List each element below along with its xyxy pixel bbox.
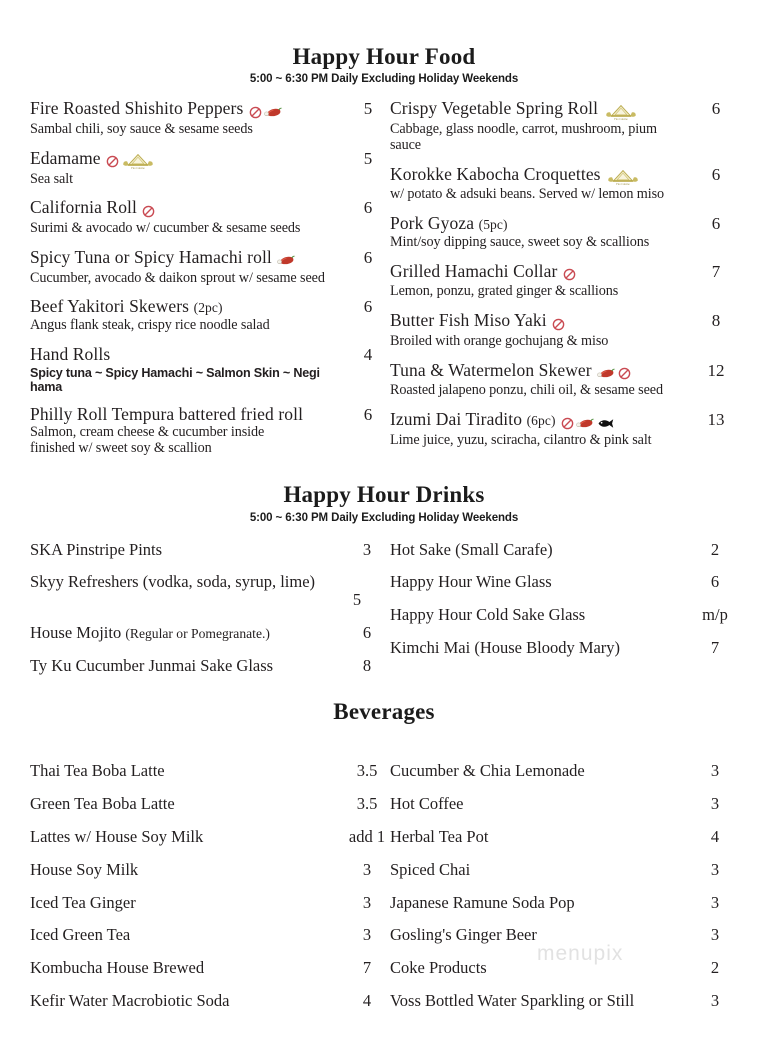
row-price: 4 <box>362 990 372 1010</box>
row-label: Skyy Refreshers (vodka, soda, syrup, lime) <box>30 572 316 592</box>
row-price: 6 <box>710 572 720 592</box>
crest-icon <box>606 169 640 186</box>
item-price: 6 <box>363 297 373 317</box>
item-name: Tuna & Watermelon Skewer <box>390 359 592 380</box>
item-quantity: (5pc) <box>478 217 508 233</box>
food-columns <box>30 99 738 468</box>
item-price: 12 <box>707 360 725 380</box>
priced-row <box>30 656 390 676</box>
item-description: Lime juice, yuzu, sciracha, cilantro & pink salt <box>390 431 652 448</box>
row-label: House Soy Milk <box>30 859 139 879</box>
row-price: 3.5 <box>356 794 378 814</box>
fish-icon <box>597 417 614 430</box>
row-price: 2 <box>710 539 720 559</box>
beverages-columns <box>30 761 738 1023</box>
item-icons <box>141 200 156 220</box>
menu-item <box>30 297 390 334</box>
menu-item <box>390 165 738 204</box>
row-label: House Mojito (Regular or Pomegranate.) <box>30 623 270 643</box>
priced-row <box>30 623 390 643</box>
row-price: 3 <box>362 925 372 945</box>
item-description: Lemon, ponzu, grated ginger & scallions <box>390 283 619 300</box>
priced-row <box>390 761 738 781</box>
item-icons <box>603 101 639 121</box>
priced-row <box>30 958 390 978</box>
item-title <box>390 262 690 284</box>
item-description: Cabbage, glass noodle, carrot, mushroom, pium sauce <box>390 121 657 153</box>
beverages-column-left <box>30 761 390 1023</box>
row-label: Japanese Ramune Soda Pop <box>390 892 575 912</box>
section-title: Beverages <box>333 698 435 724</box>
item-title <box>30 405 342 425</box>
menu-item <box>390 99 738 153</box>
item-description: Cucumber, avocado & daikon sprout w/ sesame seed <box>30 269 325 286</box>
row-price: 3.5 <box>356 761 378 781</box>
row-label: Hot Coffee <box>390 794 464 814</box>
item-title <box>30 198 342 220</box>
item-title <box>30 297 342 317</box>
row-label: Kombucha House Brewed <box>30 958 205 978</box>
row-price: 7 <box>362 958 372 978</box>
item-name: Crispy Vegetable Spring Roll <box>390 98 599 119</box>
row-label: Cucumber & Chia Lemonade <box>390 761 585 781</box>
item-description: Sea salt <box>30 170 73 187</box>
row-label: Iced Tea Ginger <box>30 892 136 912</box>
drinks-column-left <box>30 540 390 689</box>
item-icons <box>105 151 156 171</box>
chili-icon <box>264 106 283 119</box>
item-title <box>390 165 690 187</box>
priced-row <box>390 794 738 814</box>
row-label: Herbal Tea Pot <box>390 826 489 846</box>
item-description: Surimi & avocado w/ cucumber & sesame seeds <box>30 220 301 237</box>
item-icons <box>551 313 566 333</box>
item-price: 6 <box>363 404 373 424</box>
row-price: add 1 <box>348 826 386 846</box>
item-name: Edamame <box>30 147 101 168</box>
item-icons <box>562 264 577 284</box>
chili-icon <box>597 367 616 380</box>
item-description: Broiled with orange gochujang & miso <box>390 332 609 349</box>
no-icon <box>142 205 155 218</box>
item-name: Korokke Kabocha Croquettes <box>390 163 601 184</box>
row-label: Hot Sake (Small Carafe) <box>390 539 553 559</box>
item-description: Sambal chili, soy sauce & sesame seeds <box>30 121 253 138</box>
item-price: 5 <box>363 99 373 119</box>
row-price: 2 <box>710 958 720 978</box>
menu-item <box>390 214 738 251</box>
row-price: 3 <box>362 859 372 879</box>
menu-item <box>30 248 390 287</box>
item-icons <box>605 167 641 187</box>
row-price: m/p <box>702 605 728 625</box>
item-price: 5 <box>363 148 373 168</box>
food-column-right <box>390 99 738 468</box>
row-label: Happy Hour Wine Glass <box>390 572 552 592</box>
item-description: Roasted jalapeno ponzu, chili oil, & sesame seed <box>390 382 663 399</box>
no-icon <box>106 155 119 168</box>
row-price: 8 <box>362 656 372 676</box>
section-header-beverages <box>30 699 738 725</box>
crest-icon <box>121 153 155 170</box>
menu-item <box>30 405 390 457</box>
row-price: 7 <box>710 637 720 657</box>
item-quantity: (2pc) <box>193 300 223 316</box>
item-price: 7 <box>711 261 721 281</box>
row-label: SKA Pinstripe Pints <box>30 539 163 559</box>
item-icons <box>560 412 615 432</box>
row-price: 3 <box>710 859 720 879</box>
beverages-column-right <box>390 761 738 1023</box>
row-label: Voss Bottled Water Sparkling or Still <box>390 990 635 1010</box>
item-description: Angus flank steak, crispy rice noodle salad <box>30 317 270 334</box>
menu-item <box>30 149 390 188</box>
svg-text:Fire Cuisine: Fire Cuisine <box>616 183 630 187</box>
item-price: 8 <box>711 311 721 331</box>
crest-icon <box>604 104 638 121</box>
item-title <box>390 361 690 383</box>
priced-row <box>30 860 390 880</box>
row-label: Thai Tea Boba Latte <box>30 761 165 781</box>
section-subtitle: 5:00 ~ 6:30 PM Daily Excluding Holiday Weekends <box>249 73 519 86</box>
item-price: 6 <box>711 164 721 184</box>
food-column-left <box>30 99 390 468</box>
priced-row <box>390 572 738 592</box>
row-price: 3 <box>710 761 720 781</box>
item-name: Hand Rolls <box>30 343 111 364</box>
item-description: w/ potato & adsuki beans. Served w/ lemon miso <box>390 186 664 203</box>
item-price: 6 <box>711 99 721 119</box>
item-title <box>30 149 342 171</box>
menu-item <box>390 410 738 449</box>
item-description: Spicy tuna ~ Spicy Hamachi ~ Salmon Skin ~ Negi hama <box>30 365 320 394</box>
row-price: 3 <box>710 892 720 912</box>
item-price: 4 <box>363 344 373 364</box>
row-label: Green Tea Boba Latte <box>30 794 175 814</box>
item-title <box>390 410 690 432</box>
chili-icon <box>277 254 296 267</box>
no-icon <box>618 367 631 380</box>
item-name: California Roll <box>30 197 137 218</box>
item-price: 6 <box>363 247 373 267</box>
menu-item <box>30 198 390 237</box>
menu-item <box>30 99 390 138</box>
menu-item <box>390 262 738 301</box>
priced-row <box>390 860 738 880</box>
row-label: Ty Ku Cucumber Junmai Sake Glass <box>30 656 274 676</box>
item-icons <box>248 101 284 121</box>
item-price: 6 <box>711 214 721 234</box>
row-price: 3 <box>710 925 720 945</box>
row-price: 5 <box>352 590 362 610</box>
item-price: 6 <box>363 198 373 218</box>
no-icon <box>561 417 574 430</box>
item-name: Spicy Tuna or Spicy Hamachi roll <box>30 246 272 267</box>
row-label: Kefir Water Macrobiotic Soda <box>30 990 230 1010</box>
row-sublabel: (Regular or Pomegranate.) <box>125 626 270 642</box>
priced-row <box>390 893 738 913</box>
section-title: Happy Hour Food <box>292 44 476 69</box>
row-price: 3 <box>710 794 720 814</box>
item-name: Fire Roasted Shishito Peppers <box>30 98 244 119</box>
item-name: Grilled Hamachi Collar <box>390 260 558 281</box>
item-name: Izumi Dai Tiradito <box>390 409 523 430</box>
item-icons <box>276 250 297 270</box>
priced-row <box>390 638 738 658</box>
priced-row <box>30 925 390 945</box>
item-title <box>390 99 690 121</box>
menu-item <box>30 345 390 394</box>
item-title <box>30 345 342 365</box>
no-icon <box>552 318 565 331</box>
menupix-watermark: menupix <box>537 942 624 965</box>
priced-row <box>30 827 390 847</box>
priced-row <box>30 572 390 610</box>
item-title <box>30 248 342 270</box>
svg-text:Fire Cuisine: Fire Cuisine <box>613 117 628 121</box>
row-label: Kimchi Mai (House Bloody Mary) <box>390 637 621 657</box>
item-name: Butter Fish Miso Yaki <box>390 310 547 331</box>
row-label: Iced Green Tea <box>30 925 131 945</box>
section-title: Happy Hour Drinks <box>283 482 485 508</box>
menu-item <box>390 311 738 350</box>
no-icon <box>563 268 576 281</box>
row-label: Gosling's Ginger Beer <box>390 925 537 945</box>
row-price: 3 <box>362 892 372 912</box>
item-price: 13 <box>707 410 725 430</box>
row-price: 4 <box>710 826 720 846</box>
row-label: Lattes w/ House Soy Milk <box>30 826 204 846</box>
section-header-happy-hour-food <box>30 44 738 85</box>
item-name: Philly Roll Tempura battered fried roll <box>30 403 304 424</box>
chili-icon <box>576 417 595 430</box>
row-price: 6 <box>362 623 372 643</box>
item-name: Pork Gyoza <box>390 213 475 234</box>
no-icon <box>249 106 262 119</box>
item-quantity: (6pc) <box>526 413 556 429</box>
priced-row <box>30 761 390 781</box>
priced-row <box>390 540 738 560</box>
item-description: Salmon, cream cheese & cucumber inside finished w/ sweet soy & scallion <box>30 424 265 457</box>
drinks-column-right <box>390 540 738 689</box>
priced-row <box>390 827 738 847</box>
row-label: Happy Hour Cold Sake Glass <box>390 605 586 625</box>
menu-page <box>0 44 768 1038</box>
priced-row <box>390 605 738 625</box>
item-description: Mint/soy dipping sauce, sweet soy & scallions <box>390 233 650 250</box>
priced-row <box>30 893 390 913</box>
row-label: Spiced Chai <box>390 859 471 879</box>
section-header-happy-hour-drinks <box>30 482 738 523</box>
svg-text:Fire Cuisine: Fire Cuisine <box>131 167 145 171</box>
item-name: Beef Yakitori Skewers <box>30 296 190 317</box>
item-icons <box>596 363 632 383</box>
row-price: 3 <box>710 990 720 1010</box>
priced-row <box>30 794 390 814</box>
priced-row <box>30 540 390 560</box>
item-title <box>390 214 690 234</box>
menu-item <box>390 361 738 400</box>
drinks-columns <box>30 540 738 689</box>
row-price: 3 <box>362 539 372 559</box>
row-label: Coke Products <box>390 958 487 978</box>
section-subtitle: 5:00 ~ 6:30 PM Daily Excluding Holiday Weekends <box>249 511 519 524</box>
item-title <box>30 99 342 121</box>
item-title <box>390 311 690 333</box>
